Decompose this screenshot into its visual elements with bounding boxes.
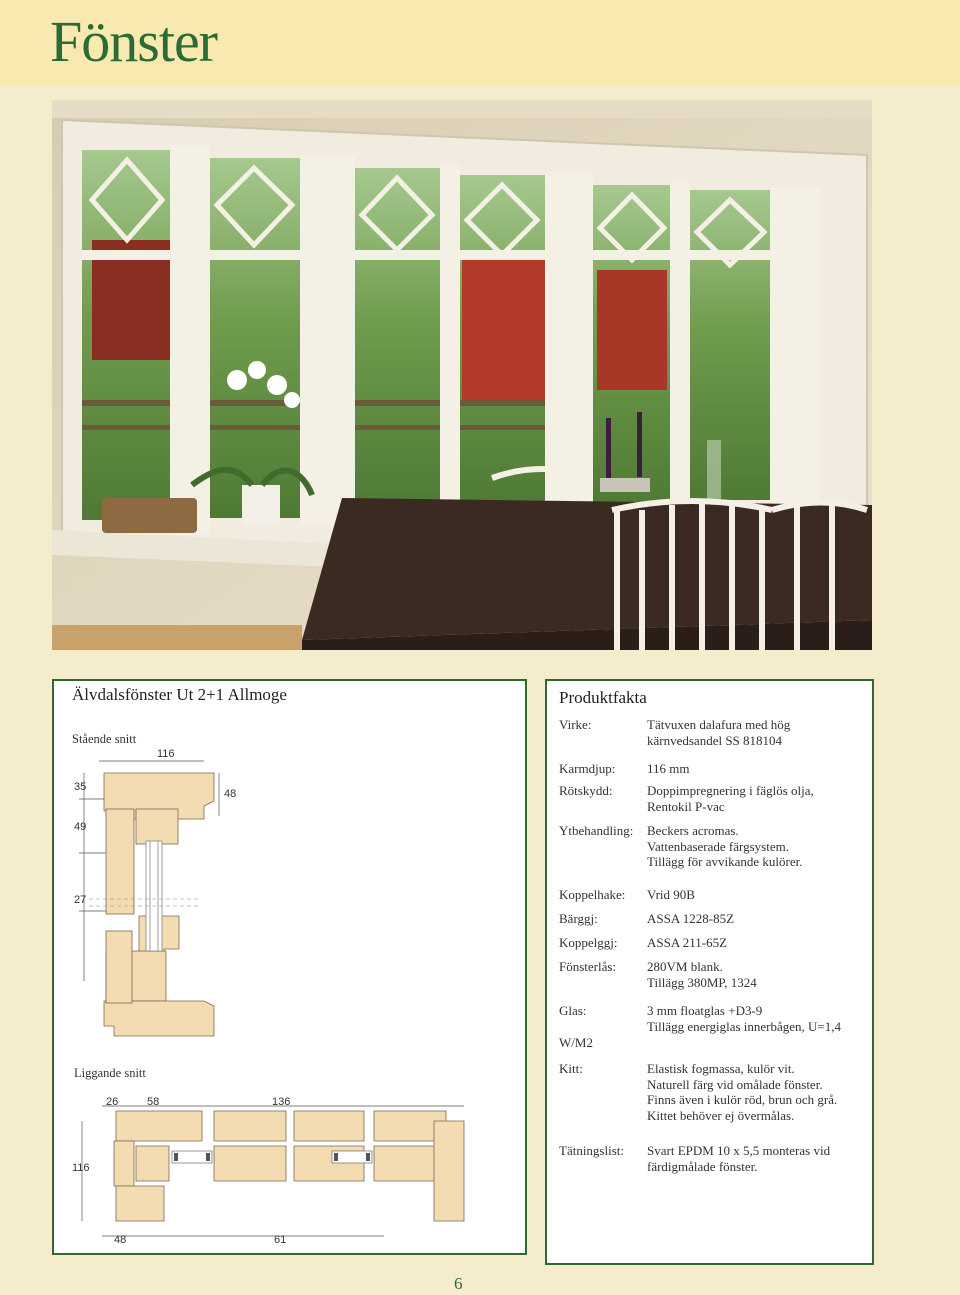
fact-value (647, 1061, 837, 1123)
fact-value (647, 887, 695, 903)
dim-label: 49 (74, 821, 87, 833)
fact-value-line: ASSA 211-65Z (647, 935, 728, 950)
fact-value-line: Vrid 90B (647, 887, 695, 902)
facts-heading: Produktfakta (559, 688, 647, 707)
dim-label: 26 (106, 1096, 119, 1108)
fact-value-line: Finns även i kulör röd, brun och grå. (647, 1092, 838, 1107)
fact-value-line: Kittet behöver ej övermålas. (647, 1107, 795, 1123)
fact-value (647, 959, 757, 990)
drawing-panel (52, 679, 527, 1255)
fact-value-line: Elastisk fogmassa, kulör vit. (647, 1061, 795, 1076)
fact-value-line: Vattenbaserade färgsystem. (647, 838, 789, 854)
fact-value-line: Tillägg 380MP, 1324 (647, 974, 757, 990)
fact-value (647, 1143, 830, 1174)
fact-value-line: Tillägg energiglas innerbågen, U=1,4 (647, 1018, 841, 1034)
fact-label: Tätningslist: (559, 1143, 624, 1158)
fact-label: Kitt: (559, 1061, 583, 1076)
fact-label: W/M2 (559, 1035, 593, 1050)
fact-value (647, 823, 803, 870)
fact-value-line: Naturell färg vid omålade fönster. (647, 1076, 823, 1092)
fact-value (647, 783, 814, 814)
fact-value-line: Beckers acromas. (647, 823, 739, 838)
fact-label: Fönsterlås: (559, 959, 617, 974)
page-title: Fönster (50, 9, 217, 74)
dim-label: 116 (157, 748, 175, 760)
dim-label: 48 (114, 1234, 127, 1246)
fact-label: Koppelhake: (559, 887, 626, 902)
dim-label: 116 (72, 1162, 90, 1174)
fact-value-line: Rentokil P-vac (647, 798, 725, 814)
fact-label: Bärggj: (559, 911, 598, 926)
dim-label: 136 (272, 1096, 291, 1108)
fact-value (647, 935, 727, 951)
fact-value (647, 717, 790, 748)
fact-label: Rötskydd: (559, 783, 613, 798)
fact-value (647, 1003, 841, 1034)
fact-value (647, 911, 734, 927)
fact-value-line: ASSA 1228-85Z (647, 911, 735, 926)
window-photo (52, 100, 872, 650)
fact-value-line: 116 mm (647, 761, 690, 776)
section-drawing (54, 681, 525, 1253)
dim-label: 27 (74, 894, 87, 906)
dim-label: 35 (74, 781, 87, 793)
fact-value-line: Tillägg för avvikande kulörer. (647, 854, 803, 869)
fact-value-line: 3 mm floatglas +D3-9 (647, 1003, 763, 1018)
fact-value-line: Tätvuxen dalafura med hög (647, 717, 791, 732)
dim-label: 58 (147, 1096, 160, 1108)
page-number: 6 (454, 1274, 463, 1293)
fact-label: Karmdjup: (559, 761, 616, 776)
drawing-title: Älvdalsfönster Ut 2+1 Allmoge (72, 685, 287, 704)
dim-label: 48 (224, 788, 237, 800)
fact-value-line: Svart EPDM 10 x 5,5 monteras vid (647, 1143, 831, 1158)
fact-value-line: färdigmålade fönster. (647, 1158, 758, 1174)
fact-value-line: Doppimpregnering i fäglös olja, (647, 783, 814, 798)
fact-label: Ytbehandling: (559, 823, 634, 838)
fact-value (647, 761, 690, 777)
product-facts-panel (545, 679, 874, 1265)
vertical-section-label: Stående snitt (72, 732, 137, 746)
title-band (0, 0, 960, 86)
fact-label: Koppelggj: (559, 935, 618, 950)
horizontal-section-label: Liggande snitt (74, 1066, 146, 1080)
fact-value-line: 280VM blank. (647, 959, 723, 974)
fact-label: Virke: (559, 717, 592, 732)
dim-label: 61 (274, 1234, 287, 1246)
fact-value-line: kärnvedsandel SS 818104 (647, 732, 783, 748)
fact-label: Glas: (559, 1003, 587, 1018)
